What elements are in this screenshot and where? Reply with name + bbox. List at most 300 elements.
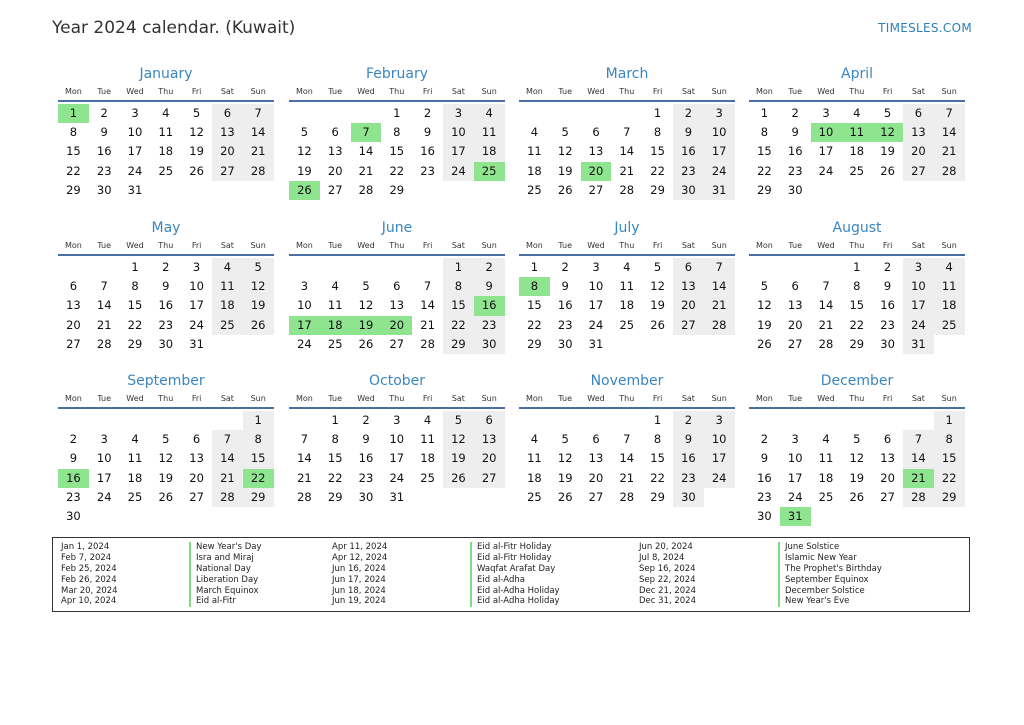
day-cell: 20 xyxy=(474,449,505,468)
day-cell: 12 xyxy=(650,279,665,294)
day-cell: 18 xyxy=(619,298,635,313)
day-cell: 19 xyxy=(557,470,573,485)
day-cell: 8 xyxy=(69,125,78,140)
day-cell: 4 xyxy=(822,432,830,447)
day-cell: 19 xyxy=(158,470,174,485)
day-cell: 18 xyxy=(158,144,174,159)
day-grid xyxy=(519,258,735,354)
day-cell: 27 xyxy=(787,336,803,351)
month-september xyxy=(58,371,274,526)
day-cell: 8 xyxy=(853,279,861,294)
holiday-day-cell: 16 xyxy=(474,296,505,315)
day-cell: 5 xyxy=(760,279,769,294)
day-cell: 8 xyxy=(653,432,662,447)
day-cell: 4 xyxy=(530,432,539,447)
day-cell: 27 xyxy=(880,489,895,504)
weekday-label: Tue xyxy=(328,394,343,403)
day-cell: 14 xyxy=(212,449,243,468)
day-cell: 22 xyxy=(389,163,405,178)
day-cell: 6 xyxy=(592,432,600,447)
day-cell: 31 xyxy=(704,181,735,200)
month-title: November xyxy=(590,373,664,389)
holiday-date: Jun 17, 2024 xyxy=(332,574,386,585)
day-cell: 28 xyxy=(934,162,965,181)
day-cell: 7 xyxy=(100,279,108,294)
day-cell: 20 xyxy=(189,470,204,485)
empty-cell xyxy=(351,258,382,277)
day-grid xyxy=(749,258,965,354)
holiday-name: Eid al-Adha xyxy=(477,574,525,585)
day-cell: 22 xyxy=(650,470,665,485)
day-cell: 26 xyxy=(650,317,665,332)
day-cell: 12 xyxy=(297,144,312,159)
month-title: July xyxy=(614,220,640,236)
day-cell: 23 xyxy=(673,469,704,488)
month-april xyxy=(749,64,965,200)
holiday-date: Dec 31, 2024 xyxy=(639,596,697,607)
day-cell: 1 xyxy=(443,258,474,277)
holiday-dates-column xyxy=(639,542,696,607)
day-cell: 29 xyxy=(389,182,405,197)
day-cell: 13 xyxy=(212,123,243,142)
day-cell: 30 xyxy=(96,182,112,197)
day-cell: 6 xyxy=(393,279,401,294)
weekday-label: Wed xyxy=(817,394,835,403)
day-cell: 6 xyxy=(474,411,505,430)
day-cell: 3 xyxy=(393,413,401,427)
day-cell: 27 xyxy=(903,162,934,181)
day-cell: 15 xyxy=(757,144,772,159)
day-cell: 6 xyxy=(592,125,600,140)
weekday-label: Tue xyxy=(328,87,343,96)
empty-cell xyxy=(872,411,903,430)
weekday-label: Fri xyxy=(652,87,663,96)
day-cell: 14 xyxy=(704,277,735,296)
day-cell: 8 xyxy=(131,279,139,294)
day-cell: 19 xyxy=(557,163,573,178)
holiday-day-cell: 31 xyxy=(780,507,811,526)
weekday-label: Sat xyxy=(681,87,695,96)
weekday-label: Sun xyxy=(711,394,727,403)
day-cell: 18 xyxy=(934,296,965,315)
day-cell: 19 xyxy=(650,298,665,313)
day-cell: 29 xyxy=(934,488,965,507)
day-grid xyxy=(58,104,274,200)
day-cell: 27 xyxy=(66,336,81,351)
day-cell: 17 xyxy=(588,298,604,313)
empty-cell xyxy=(150,411,181,430)
day-cell: 4 xyxy=(623,260,631,274)
day-cell: 21 xyxy=(358,163,374,178)
month-title: May xyxy=(151,220,181,236)
day-cell: 28 xyxy=(420,336,435,351)
day-cell: 28 xyxy=(96,336,112,351)
holiday-name: Eid al-Fitr Holiday xyxy=(477,542,552,552)
day-cell: 31 xyxy=(588,336,604,351)
day-cell: 28 xyxy=(818,336,834,351)
weekday-label: Thu xyxy=(158,87,174,96)
day-cell: 19 xyxy=(243,296,274,315)
weekday-label: Sun xyxy=(250,394,266,403)
empty-cell xyxy=(749,411,780,430)
weekday-label: Thu xyxy=(619,87,635,96)
day-cell: 19 xyxy=(189,144,204,159)
weekday-label: Wed xyxy=(817,87,835,96)
day-cell: 4 xyxy=(423,413,432,427)
day-cell: 3 xyxy=(592,260,600,274)
weekday-label: Tue xyxy=(97,241,112,250)
day-grid xyxy=(289,411,505,507)
day-cell: 26 xyxy=(443,469,474,488)
weekday-label: Sun xyxy=(250,241,266,250)
day-cell: 11 xyxy=(474,123,505,142)
day-cell: 31 xyxy=(127,182,143,197)
day-cell: 21 xyxy=(297,470,312,485)
holiday-date: Sep 22, 2024 xyxy=(639,574,696,585)
day-cell: 28 xyxy=(704,316,735,335)
empty-cell xyxy=(519,104,550,123)
month-title: October xyxy=(368,373,426,389)
day-cell: 23 xyxy=(557,317,573,332)
day-cell: 25 xyxy=(849,163,865,178)
empty-cell xyxy=(841,411,872,430)
empty-cell xyxy=(89,411,120,430)
day-cell: 30 xyxy=(474,335,505,354)
day-cell: 11 xyxy=(127,451,143,466)
day-cell: 6 xyxy=(192,432,201,447)
day-cell: 11 xyxy=(327,298,343,313)
day-cell: 13 xyxy=(673,277,704,296)
day-cell: 11 xyxy=(527,144,542,159)
day-cell: 29 xyxy=(527,336,542,351)
day-cell: 24 xyxy=(443,162,474,181)
holiday-day-cell: 7 xyxy=(351,123,382,142)
day-cell: 16 xyxy=(158,298,174,313)
empty-cell xyxy=(412,258,443,277)
weekday-header xyxy=(289,86,505,102)
day-cell: 12 xyxy=(557,451,573,466)
weekday-label: Wed xyxy=(126,241,144,250)
day-cell: 25 xyxy=(619,317,635,332)
day-cell: 21 xyxy=(96,317,112,332)
day-cell: 18 xyxy=(527,163,542,178)
weekday-label: Sat xyxy=(681,394,695,403)
holiday-day-cell: 19 xyxy=(351,316,382,335)
day-cell: 15 xyxy=(527,298,542,313)
day-cell: 3 xyxy=(131,106,139,120)
day-cell: 1 xyxy=(934,411,965,430)
day-cell: 22 xyxy=(849,317,865,332)
day-cell: 7 xyxy=(243,104,274,123)
day-cell: 11 xyxy=(619,279,635,294)
weekday-label: Sun xyxy=(941,241,957,250)
day-cell: 12 xyxy=(757,298,772,313)
day-grid xyxy=(519,411,735,507)
day-cell: 21 xyxy=(420,317,435,332)
day-cell: 11 xyxy=(818,451,834,466)
holiday-name: Eid al-Adha Holiday xyxy=(477,596,560,607)
weekday-label: Thu xyxy=(849,394,865,403)
day-cell: 27 xyxy=(588,182,604,197)
day-cell: 29 xyxy=(650,182,665,197)
month-december xyxy=(749,371,965,526)
day-cell: 9 xyxy=(883,279,892,294)
holiday-date: Jun 19, 2024 xyxy=(332,596,386,607)
day-cell: 2 xyxy=(474,258,505,277)
day-cell: 13 xyxy=(588,451,604,466)
weekday-label: Fri xyxy=(191,87,202,96)
holiday-name: Waqfat Arafat Day xyxy=(477,563,556,574)
weekday-header xyxy=(519,393,735,409)
day-cell: 6 xyxy=(791,279,799,294)
day-cell: 14 xyxy=(818,298,834,313)
weekday-label: Wed xyxy=(817,241,835,250)
weekday-label: Mon xyxy=(525,241,543,250)
day-grid xyxy=(289,104,505,200)
day-cell: 15 xyxy=(243,449,274,468)
day-cell: 23 xyxy=(96,163,112,178)
holiday-day-cell: 8 xyxy=(519,277,550,296)
weekday-label: Fri xyxy=(882,87,893,96)
day-cell: 6 xyxy=(903,104,934,123)
day-cell: 28 xyxy=(358,182,374,197)
weekday-label: Thu xyxy=(389,394,405,403)
day-cell: 15 xyxy=(849,298,865,313)
day-cell: 5 xyxy=(653,260,662,274)
day-cell: 9 xyxy=(760,451,769,466)
weekday-label: Wed xyxy=(357,87,375,96)
month-june xyxy=(289,218,505,354)
weekday-label: Sat xyxy=(220,87,234,96)
day-cell: 25 xyxy=(527,182,542,197)
day-cell: 16 xyxy=(557,298,573,313)
day-cell: 11 xyxy=(934,277,965,296)
day-cell: 6 xyxy=(69,279,78,294)
holiday-date: Apr 10, 2024 xyxy=(61,596,117,607)
day-cell: 28 xyxy=(297,489,312,504)
day-cell: 28 xyxy=(619,489,635,504)
day-cell: 1 xyxy=(760,106,769,120)
day-cell: 13 xyxy=(389,298,405,313)
day-cell: 9 xyxy=(69,451,78,466)
empty-cell xyxy=(611,104,642,123)
holiday-name: Islamic New Year xyxy=(785,552,857,563)
day-cell: 28 xyxy=(212,488,243,507)
weekday-label: Sun xyxy=(711,87,727,96)
month-february xyxy=(289,64,505,200)
day-cell: 16 xyxy=(420,144,435,159)
weekday-label: Thu xyxy=(849,87,865,96)
holiday-date: Sep 16, 2024 xyxy=(639,563,696,574)
holiday-name: Eid al-Adha Holiday xyxy=(477,585,560,596)
weekday-label: Mon xyxy=(64,87,82,96)
day-cell: 14 xyxy=(420,298,435,313)
weekday-label: Mon xyxy=(755,394,773,403)
day-cell: 14 xyxy=(243,123,274,142)
day-cell: 1 xyxy=(243,411,274,430)
empty-cell xyxy=(289,258,320,277)
month-title: June xyxy=(381,220,413,236)
day-cell: 13 xyxy=(327,144,343,159)
day-cell: 16 xyxy=(757,470,772,485)
day-cell: 24 xyxy=(588,317,604,332)
day-cell: 27 xyxy=(474,469,505,488)
empty-cell xyxy=(320,258,351,277)
day-cell: 22 xyxy=(934,469,965,488)
weekday-label: Wed xyxy=(357,394,375,403)
day-cell: 29 xyxy=(849,336,865,351)
day-cell: 3 xyxy=(704,104,735,123)
holiday-name: National Day xyxy=(196,563,251,574)
day-cell: 5 xyxy=(853,432,861,447)
day-cell: 9 xyxy=(162,279,170,294)
day-cell: 17 xyxy=(704,449,735,468)
day-cell: 7 xyxy=(300,432,309,447)
holiday-name: September Equinox xyxy=(785,574,869,585)
day-cell: 1 xyxy=(131,260,139,274)
day-cell: 3 xyxy=(791,432,799,447)
calendar-grid xyxy=(58,64,964,534)
day-cell: 10 xyxy=(443,123,474,142)
day-cell: 14 xyxy=(903,449,934,468)
day-cell: 2 xyxy=(791,106,799,120)
day-grid xyxy=(749,411,965,526)
day-cell: 16 xyxy=(358,451,374,466)
day-cell: 4 xyxy=(162,106,170,120)
day-cell: 2 xyxy=(673,104,704,123)
day-cell: 7 xyxy=(934,104,965,123)
day-cell: 18 xyxy=(420,451,435,466)
day-cell: 11 xyxy=(420,432,435,447)
day-cell: 21 xyxy=(619,163,635,178)
holiday-day-cell: 25 xyxy=(474,162,505,181)
day-cell: 20 xyxy=(880,470,895,485)
day-cell: 1 xyxy=(853,260,861,274)
day-cell: 14 xyxy=(619,451,635,466)
weekday-label: Sun xyxy=(250,87,266,96)
weekday-label: Fri xyxy=(652,394,663,403)
day-cell: 28 xyxy=(903,488,934,507)
day-cell: 19 xyxy=(443,449,474,468)
day-cell: 4 xyxy=(934,258,965,277)
day-cell: 2 xyxy=(561,260,569,274)
day-cell: 17 xyxy=(443,142,474,161)
day-cell: 29 xyxy=(127,336,143,351)
holiday-name: The Prophet's Birthday xyxy=(785,563,882,574)
day-cell: 24 xyxy=(704,162,735,181)
day-cell: 23 xyxy=(474,316,505,335)
day-cell: 24 xyxy=(389,470,405,485)
day-cell: 14 xyxy=(96,298,112,313)
day-cell: 1 xyxy=(331,413,339,427)
day-cell: 4 xyxy=(474,104,505,123)
day-cell: 18 xyxy=(527,470,542,485)
day-cell: 14 xyxy=(619,144,635,159)
day-cell: 7 xyxy=(212,430,243,449)
weekday-label: Mon xyxy=(64,394,82,403)
day-cell: 6 xyxy=(212,104,243,123)
day-cell: 25 xyxy=(527,489,542,504)
empty-cell xyxy=(89,258,120,277)
day-cell: 3 xyxy=(192,260,201,274)
day-cell: 15 xyxy=(127,298,143,313)
empty-cell xyxy=(811,411,842,430)
holiday-date: Feb 26, 2024 xyxy=(61,574,117,585)
weekday-label: Sat xyxy=(220,394,234,403)
day-cell: 21 xyxy=(818,317,834,332)
day-cell: 5 xyxy=(362,279,370,294)
weekday-header xyxy=(58,240,274,256)
day-cell: 10 xyxy=(903,277,934,296)
day-cell: 13 xyxy=(880,451,895,466)
empty-cell xyxy=(351,104,382,123)
day-cell: 24 xyxy=(96,489,112,504)
day-cell: 2 xyxy=(69,432,78,447)
weekday-label: Thu xyxy=(619,394,635,403)
day-cell: 1 xyxy=(393,106,401,120)
weekday-label: Tue xyxy=(788,241,803,250)
month-title: September xyxy=(127,373,205,389)
day-cell: 15 xyxy=(443,296,474,315)
weekday-label: Sat xyxy=(220,241,234,250)
day-cell: 9 xyxy=(791,125,799,140)
day-cell: 24 xyxy=(704,469,735,488)
weekday-label: Mon xyxy=(295,394,313,403)
weekday-label: Sat xyxy=(911,87,925,96)
empty-cell xyxy=(58,258,89,277)
day-cell: 3 xyxy=(443,104,474,123)
weekday-header xyxy=(519,240,735,256)
holiday-date: Apr 12, 2024 xyxy=(332,552,388,563)
weekday-header xyxy=(749,86,965,102)
brand-link[interactable]: TIMESLES.COM xyxy=(878,21,972,35)
day-cell: 15 xyxy=(327,451,343,466)
day-cell: 21 xyxy=(212,469,243,488)
day-cell: 25 xyxy=(327,336,343,351)
day-cell: 9 xyxy=(561,279,569,294)
page-title: Year 2024 calendar. (Kuwait) xyxy=(52,18,296,38)
day-cell: 23 xyxy=(420,163,435,178)
holiday-date: Dec 21, 2024 xyxy=(639,585,697,596)
day-cell: 18 xyxy=(127,470,143,485)
day-cell: 12 xyxy=(358,298,374,313)
empty-cell xyxy=(381,258,412,277)
day-cell: 2 xyxy=(760,432,769,447)
day-cell: 24 xyxy=(127,163,143,178)
day-cell: 20 xyxy=(588,470,604,485)
weekday-label: Fri xyxy=(422,241,433,250)
holiday-date: Feb 25, 2024 xyxy=(61,563,117,574)
holiday-name: March Equinox xyxy=(196,585,259,596)
empty-cell xyxy=(289,104,320,123)
day-cell: 11 xyxy=(158,125,174,140)
day-cell: 27 xyxy=(588,489,604,504)
holiday-name: Liberation Day xyxy=(196,574,259,585)
day-cell: 26 xyxy=(880,163,895,178)
day-cell: 13 xyxy=(189,451,204,466)
holiday-name: June Solstice xyxy=(785,542,840,552)
day-cell: 27 xyxy=(212,162,243,181)
month-title: March xyxy=(605,66,649,82)
weekday-label: Thu xyxy=(849,241,865,250)
day-cell: 9 xyxy=(362,432,370,447)
weekday-label: Tue xyxy=(558,394,573,403)
day-cell: 26 xyxy=(849,489,865,504)
day-cell: 12 xyxy=(243,277,274,296)
holiday-names-column xyxy=(778,542,882,607)
day-cell: 20 xyxy=(66,317,81,332)
day-cell: 22 xyxy=(327,470,343,485)
